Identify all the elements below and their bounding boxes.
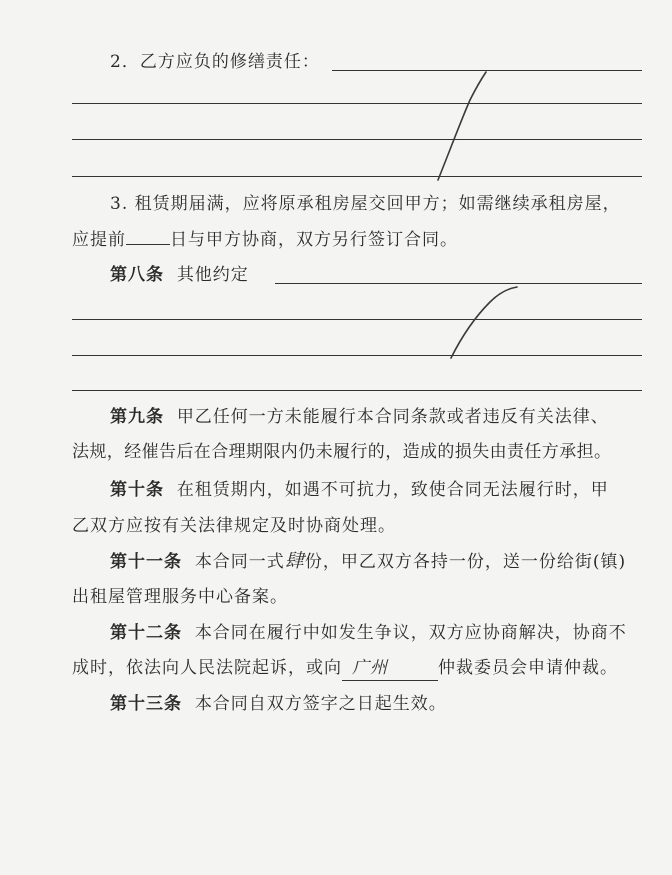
blank-days	[126, 228, 170, 245]
article-10-line1	[110, 478, 609, 502]
article-9-line1	[110, 405, 609, 429]
article-8	[110, 263, 249, 287]
clause-text: 应提前	[72, 230, 126, 250]
article-title: 第九条	[110, 407, 164, 427]
fill-line	[72, 103, 642, 104]
clause-item-3-line1: 3. 租赁期届满，应将原承租房屋交回甲方；如需继续承租房屋，	[110, 194, 621, 214]
article-title: 第十二条	[110, 623, 182, 643]
fill-line	[72, 319, 642, 320]
article-13	[110, 692, 447, 716]
article-12-line2	[72, 656, 618, 681]
fill-line	[72, 139, 642, 140]
handwritten-copies: 肆	[284, 550, 305, 572]
handwritten-city: 广州	[352, 658, 388, 678]
fill-line	[275, 283, 642, 284]
article-title: 第十一条	[110, 552, 182, 572]
fill-line	[72, 390, 642, 391]
article-text: 本合同一式	[194, 552, 285, 572]
clause-item-2: 2．乙方应负的修缮责任：	[110, 52, 320, 72]
clause-text: 日与甲方协商，双方另行签订合同。	[170, 230, 458, 250]
article-text: 本合同在履行中如发生争议，双方应协商解决，协商不	[194, 623, 627, 643]
clause-item-3-line2	[72, 228, 458, 252]
article-text: 其他约定	[176, 265, 249, 285]
article-text: 成时，依法向人民法院起诉，或向	[72, 658, 342, 678]
fill-line	[332, 70, 642, 71]
fill-line	[72, 176, 642, 177]
article-text: 在租赁期内，如遇不可抗力，致使合同无法履行时，甲	[176, 480, 609, 500]
article-text: 本合同自双方签字之日起生效。	[194, 694, 447, 714]
article-10-line2: 乙双方应按有关法律规定及时协商处理。	[72, 516, 396, 536]
article-text: 甲乙任何一方未能履行本合同条款或者违反有关法律、	[176, 407, 609, 427]
article-12-line1	[110, 621, 627, 645]
article-text: 仲裁委员会申请仲裁。	[438, 658, 618, 678]
article-text: 份，甲乙双方各持一份，送一份给街(镇)	[304, 552, 627, 572]
article-11-line1	[110, 549, 626, 574]
strike-mark-article-8	[451, 287, 517, 358]
blank-arbitration-city	[342, 656, 438, 681]
article-11-line2: 出租屋管理服务中心备案。	[72, 587, 288, 607]
fill-line	[72, 355, 642, 356]
article-title: 第八条	[110, 265, 164, 285]
article-title: 第十三条	[110, 694, 182, 714]
article-title: 第十条	[110, 480, 164, 500]
strike-mark-clause-2	[438, 72, 486, 180]
article-9-line2: 法规，经催告后在合理期限内仍未履行的，造成的损失由责任方承担。	[72, 442, 612, 462]
